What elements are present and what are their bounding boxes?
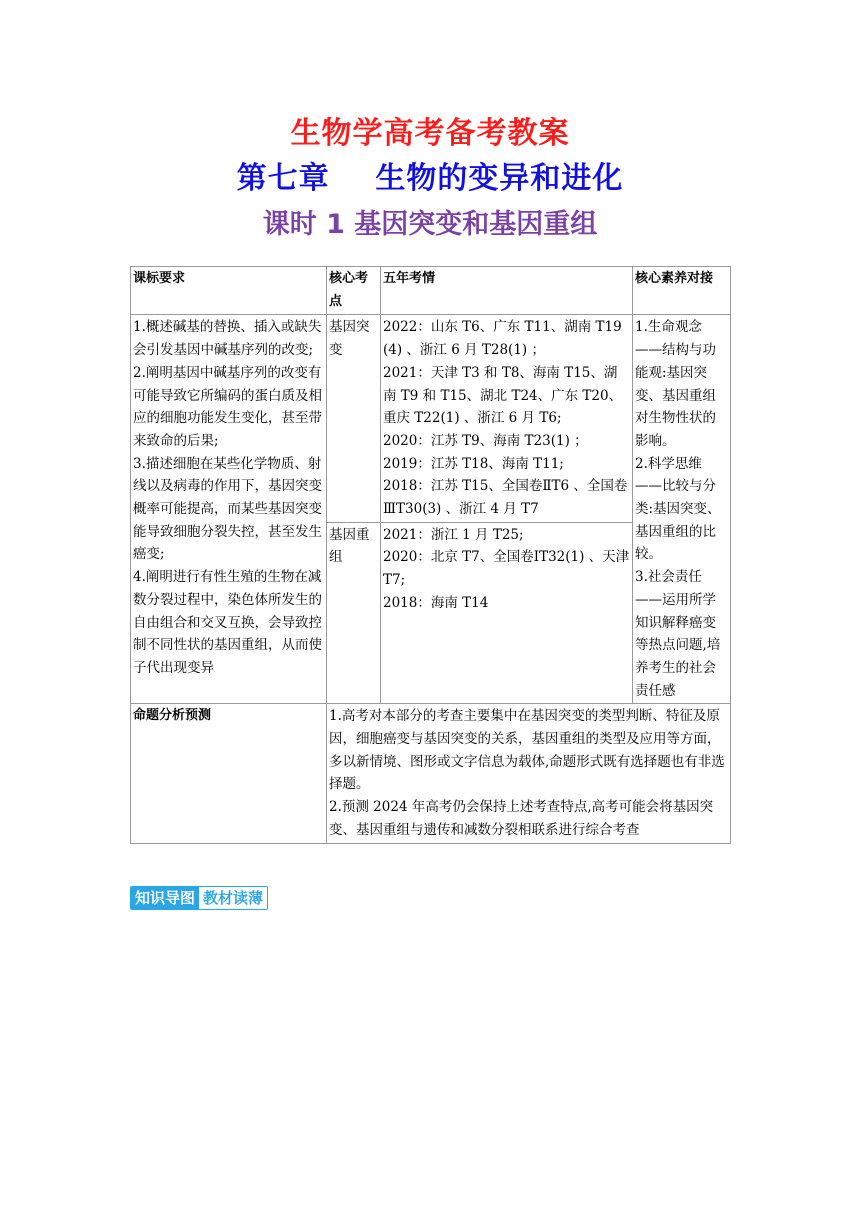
exams-cell-recombination: 2021：浙江 1 月 T25; 2020：北京 T7、全国卷ⅠT32(1) 、天津 T7; 2018：海南 T14 bbox=[381, 522, 633, 704]
topic-cell-mutation: 基因突变 bbox=[327, 315, 381, 522]
header-requirements: 课标要求 bbox=[131, 267, 327, 315]
topic-cell-recombination: 基因重组 bbox=[327, 522, 381, 704]
prediction-cell: 1.高考对本部分的考查主要集中在基因突变的类型判断、特征及原因，细胞癌变与基因突变的关系，基因重组的类型及应用等方面，多以新情境、图形或文字信息为载体,命题形式既有选择题也有非选择题。 2.预测 2024 年高考仍会保持上述考查特点,高考可能会将基因突变、基因重组与遗传和减数分裂相联系进行综合考查 bbox=[327, 704, 731, 843]
table-row bbox=[131, 704, 731, 843]
table-header-row bbox=[131, 267, 731, 315]
badge-textbook-reading: 教材读薄 bbox=[199, 887, 267, 909]
header-exams: 五年考情 bbox=[381, 267, 633, 315]
prediction-label: 命题分析预测 bbox=[131, 704, 327, 843]
exams-cell-mutation: 2022：山东 T6、广东 T11、湖南 T19(4) 、浙江 6 月 T28(1) ； 2021：天津 T3 和 T8、海南 T15、湖南 T9 和 T15、湖北 T24、广东 T20、 重庆 T22(1) 、浙江 6 月 T6; 2020：江苏 T9、海南 T23(1) ； 2019：江苏 T18、海南 T11; 2018：江苏 T15、全国卷ⅡT6 、全国卷ⅢT30(3) 、浙江 4 月 T7 bbox=[381, 315, 633, 522]
header-literacy: 核心素养对接 bbox=[633, 267, 731, 315]
requirements-cell: 1.概述碱基的替换、插入或缺失会引发基因中碱基序列的改变; 2.阐明基因中碱基序列的改变有可能导致它所编码的蛋白质及相应的细胞功能发生变化，甚至带来致命的后果; 3.描述细胞在某些化学物质、射线以及病毒的作用下，基因突变概率可能提高，而某些基因突变能导致细胞分裂失控，甚至发生癌变; 4.阐明进行有性生殖的生物在减数分裂过程中，染色体所发生的自由组合和交叉互换，会导致控制不同性状的基因重组，从而使子代出现变异 bbox=[131, 315, 327, 704]
section-badge bbox=[130, 886, 268, 910]
main-title: 生物学高考备考教案 bbox=[290, 116, 570, 151]
exam-overview-table bbox=[130, 266, 731, 844]
lesson-title: 课时 1 基因突变和基因重组 bbox=[262, 209, 598, 240]
literacy-cell: 1.生命观念——结构与功能观:基因突变、基因重组对生物性状的影响。 2.科学思维——比较与分类:基因突变、基因重组的比较。 3.社会责任——运用所学知识解释癌变等热点问题,培养考生的社会责任感 bbox=[633, 315, 731, 704]
badge-knowledge-map: 知识导图 bbox=[131, 887, 199, 909]
chapter-title: 第七章 生物的变异和进化 bbox=[236, 161, 624, 196]
table-row bbox=[131, 315, 731, 522]
header-topic: 核心考点 bbox=[327, 267, 381, 315]
